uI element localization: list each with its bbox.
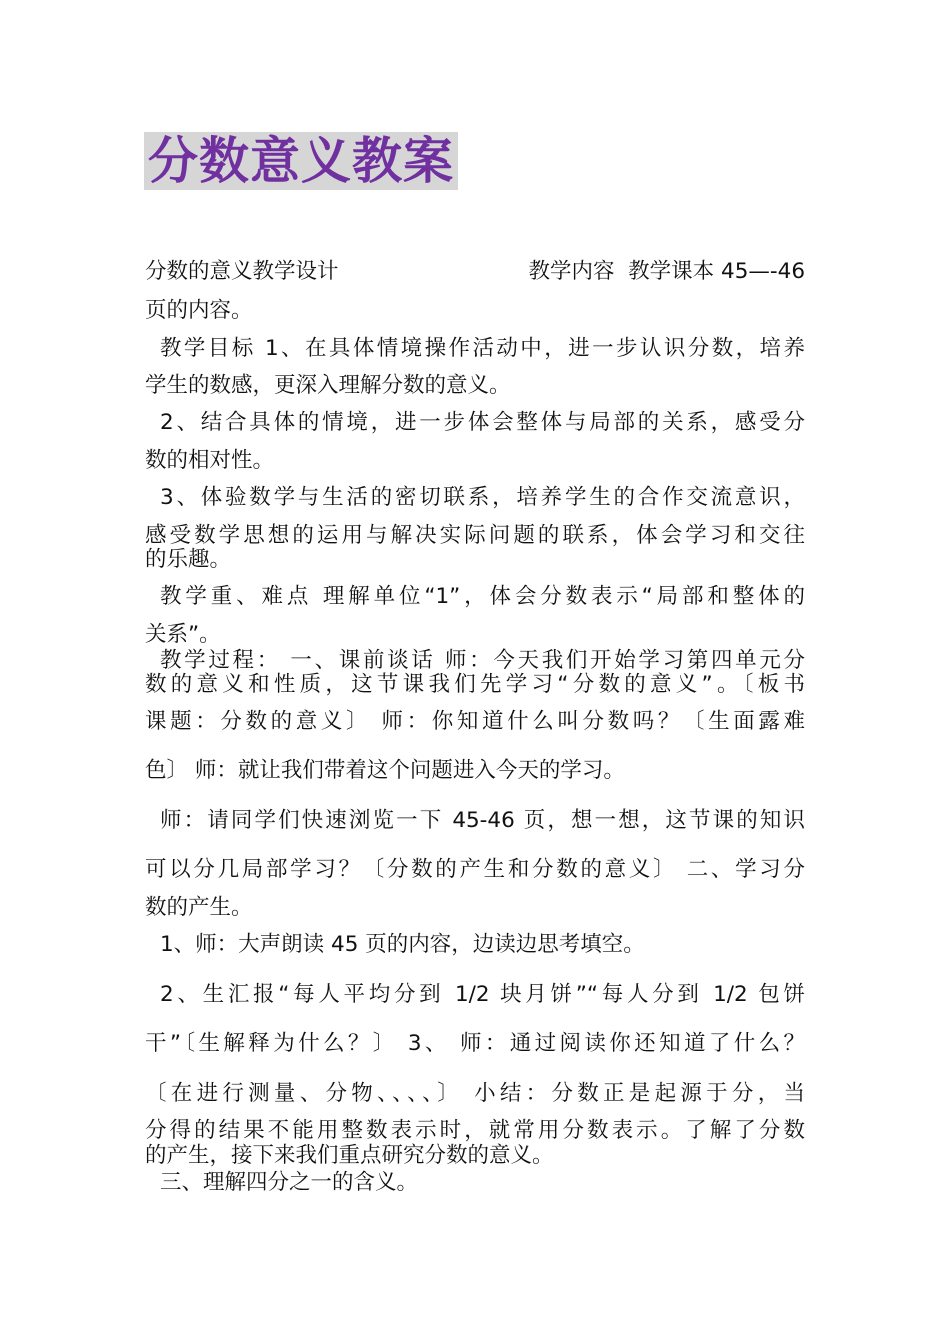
paragraph-line: 三、理解四分之一的含义。 — [160, 1170, 419, 1195]
paragraph-line: 干”〔生解释为什么？〕 3、 师：通过阅读你还知道了什么？ — [145, 1031, 805, 1056]
paragraph-line: 师：请同学们快速浏览一下 45-46 页，想一想，这节课的知识 — [160, 808, 805, 833]
paragraph-line: 色〕 师：就让我们带着这个问题进入今天的学习。 — [145, 758, 625, 783]
doc-subtitle: 分数的意义教学设计 — [145, 259, 339, 284]
paragraph-line: 数的意义和性质，这节课我们先学习“分数的意义”。〔板书 — [145, 672, 805, 697]
paragraph-line: 教学目标 1、在具体情境操作活动中，进一步认识分数，培养 — [160, 336, 805, 361]
paragraph-line: 数的产生。 — [145, 895, 253, 920]
paragraph-line: 关系”。 — [145, 622, 221, 647]
paragraph-line: 感受数学思想的运用与解决实际问题的联系，体会学习和交往 — [145, 523, 805, 548]
paragraph-line: 页的内容。 — [145, 298, 253, 323]
paragraph-line: 数的相对性。 — [145, 448, 275, 473]
paragraph-line: 的产生，接下来我们重点研究分数的意义。 — [145, 1143, 554, 1168]
paragraph-line: 1、师：大声朗读 45 页的内容，边读边思考填空。 — [160, 932, 645, 957]
teaching-content: 教学内容 教学课本 45—-46 — [528, 259, 805, 284]
document-title: 分数意义教案 — [144, 132, 458, 190]
paragraph-line: 〔在进行测量、分物、、、、〕 小结：分数正是起源于分，当 — [145, 1081, 805, 1106]
paragraph-line: 教学过程： 一、课前谈话 师：今天我们开始学习第四单元分 — [160, 648, 805, 673]
paragraph-line: 学生的数感，更深入理解分数的意义。 — [145, 373, 511, 398]
paragraph-line: 课题：分数的意义〕 师：你知道什么叫分数吗？〔生面露难 — [145, 709, 805, 734]
paragraph-line: 2、生汇报“每人平均分到 1/2 块月饼”“每人分到 1/2 包饼 — [160, 982, 805, 1007]
paragraph-line: 可以分几局部学习？〔分数的产生和分数的意义〕 二、学习分 — [145, 857, 805, 882]
paragraph-line: 的乐趣。 — [145, 547, 232, 572]
paragraph-line: 2、结合具体的情境，进一步体会整体与局部的关系，感受分 — [160, 410, 805, 435]
paragraph-line: 分得的结果不能用整数表示时，就常用分数表示。了解了分数 — [145, 1118, 805, 1143]
paragraph-line: 3、体验数学与生活的密切联系，培养学生的合作交流意识， — [160, 485, 805, 510]
paragraph-line: 教学重、难点 理解单位“1”，体会分数表示“局部和整体的 — [160, 584, 805, 609]
